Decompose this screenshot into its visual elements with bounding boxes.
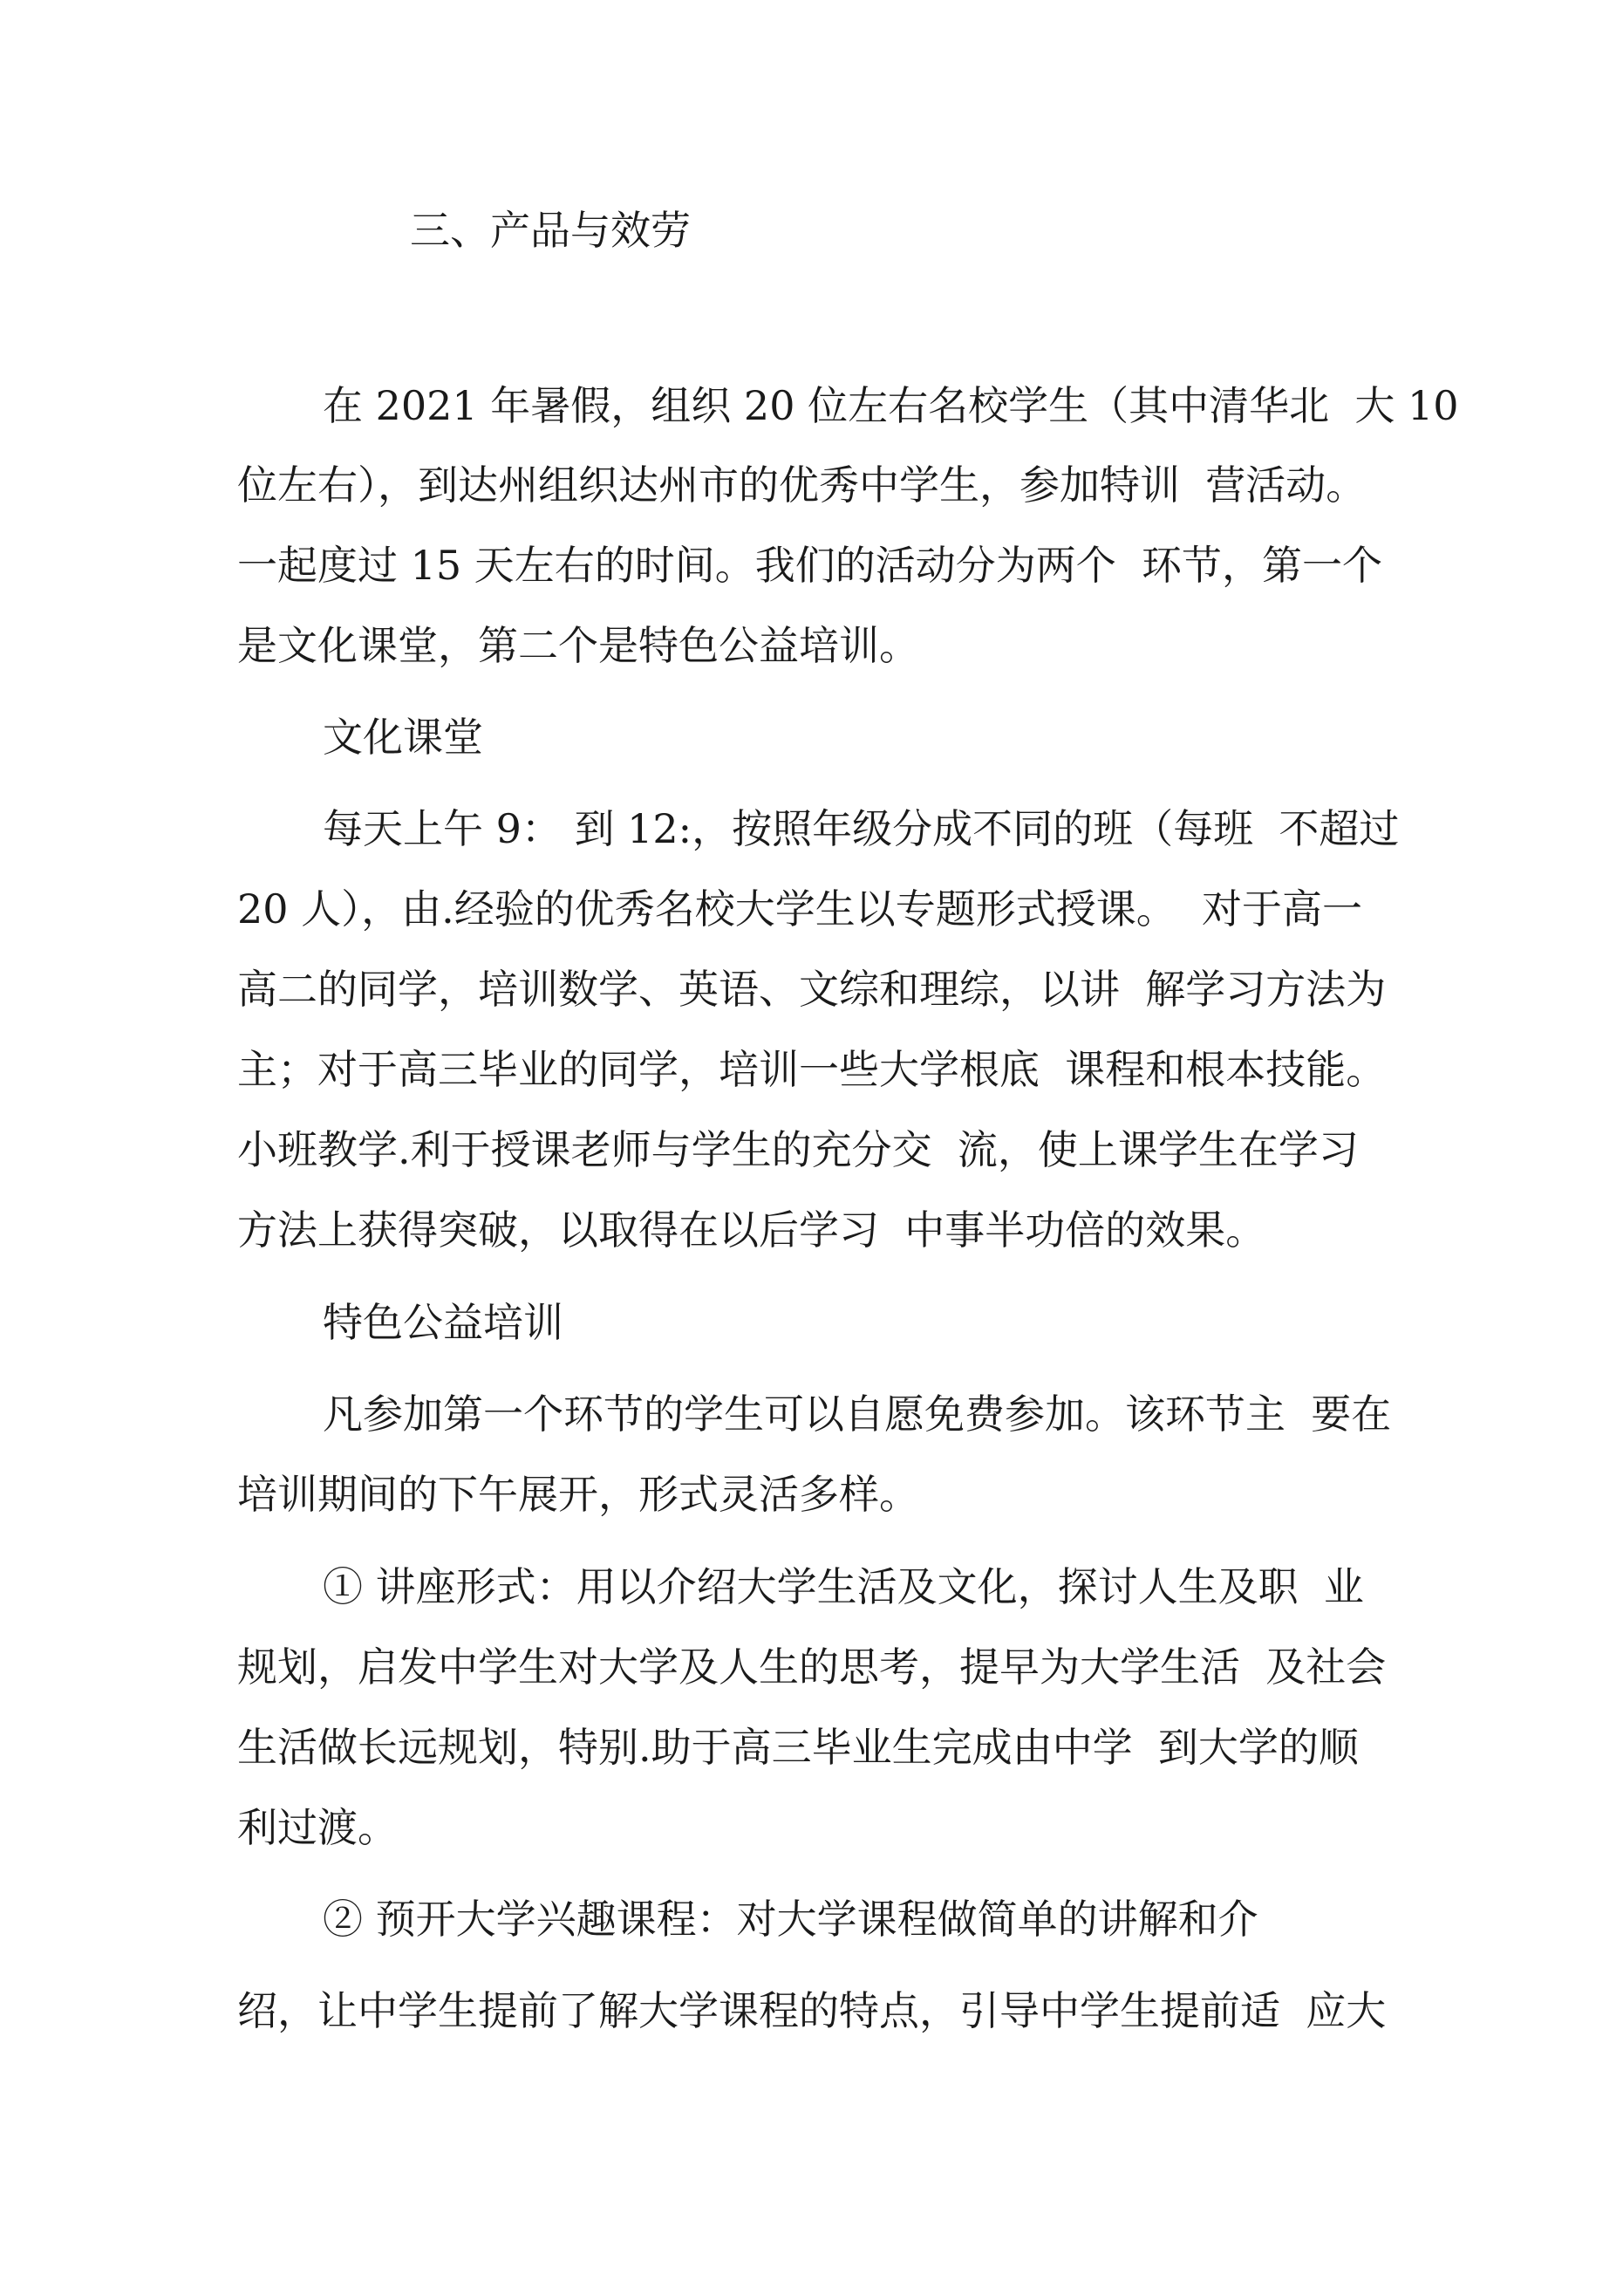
paragraph-line: ① 讲座形式：用以介绍大学生活及文化，探讨人生及职 业 xyxy=(323,1563,1364,1610)
paragraph-line: 每天上午 9： 到 12:，按照年级分成不同的班（每班 不超过 xyxy=(323,805,1400,852)
subheading-culture-class: 文化课堂 xyxy=(323,714,483,761)
section-heading: 三、产品与效劳 xyxy=(410,207,691,254)
paragraph-line: 绍，让中学生提前了解大学课程的特点，引导中学生提前适 应大 xyxy=(237,1987,1387,2034)
paragraph-line: 培训期间的下午展开，形式灵活多样。 xyxy=(237,1471,919,1518)
paragraph-line: 小班教学.利于授课老师与学生的充分交 流，使上课学生在学习 xyxy=(237,1126,1359,1173)
paragraph-line: 是文化课堂，第二个是特色公益培训。 xyxy=(237,622,919,669)
paragraph-line: 一起度过 15 天左右的时间。我们的活动分为两个 环节，第一个 xyxy=(237,542,1383,589)
subheading-public-training: 特色公益培训 xyxy=(323,1299,563,1346)
paragraph-line: 主；对于高三毕业的同学，培训一些大学根底 课程和根本技能。 xyxy=(237,1046,1387,1093)
paragraph-line: 方法上获得突破，以取得在以后学习 中事半功倍的效果。 xyxy=(237,1206,1266,1254)
paragraph-line: 凡参加第一个环节的学生可以自愿免费参加。该环节主 要在 xyxy=(323,1391,1392,1438)
paragraph-line: 在 2021 年暑假，组织 20 位左右名校学生（其中清华北 大 10 xyxy=(323,382,1459,429)
paragraph-line: 高二的同学，培训数学、英语、文综和理综，以讲 解学习方法为 xyxy=(237,966,1387,1013)
paragraph-line: 20 人），由.经验的优秀名校大学生以专题形式授课。 对于高一 xyxy=(237,885,1363,933)
paragraph-line: 生活做长远规划，特别.助于高三毕业生完成由中学 到大学的顺 xyxy=(237,1724,1359,1771)
paragraph-line: 位左右），到达州组织达州市的优秀中学生，参加特训 营活动。 xyxy=(237,461,1367,509)
paragraph-line: 规划，启发中学生对大学及人生的思考，提早为大学生活 及社会 xyxy=(237,1643,1387,1691)
paragraph-line: ② 预开大学兴趣课程：对大学课程做简单的讲解和介 xyxy=(323,1896,1258,1943)
paragraph-line: 利过渡。 xyxy=(237,1804,398,1851)
